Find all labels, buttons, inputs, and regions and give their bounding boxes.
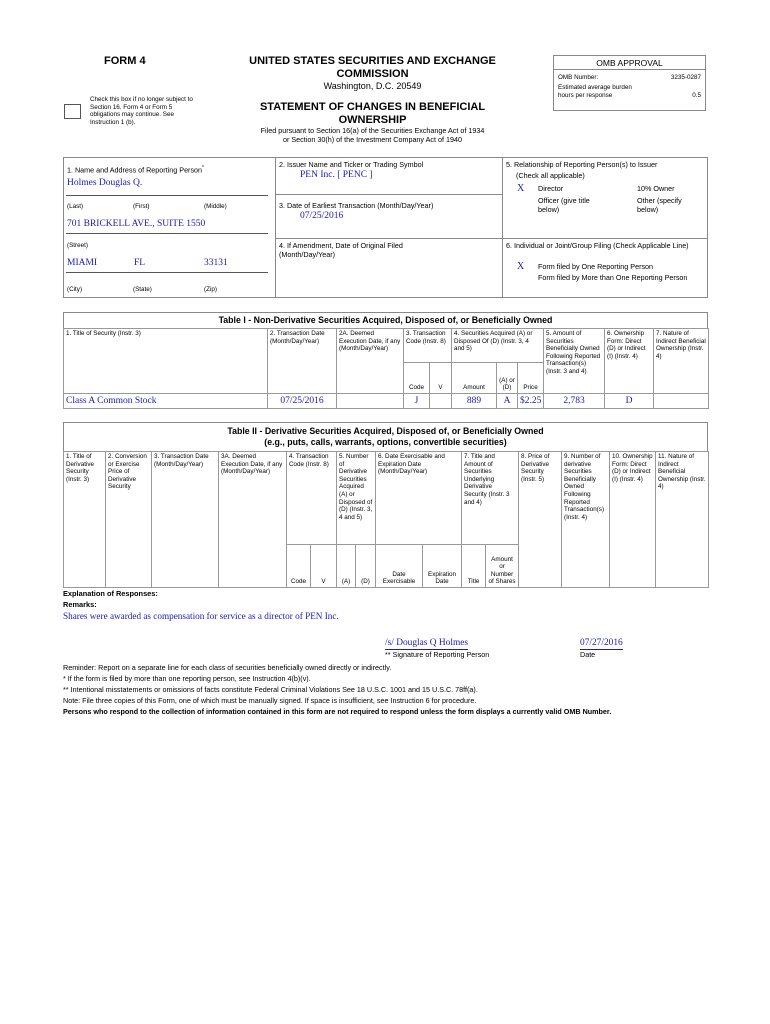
last-label: (Last) xyxy=(67,203,84,210)
signature-label: ** Signature of Reporting Person xyxy=(385,650,490,659)
agency-location: Washington, D.C. 20549 xyxy=(323,81,422,91)
zip-label: (Zip) xyxy=(204,286,217,293)
t1-nature xyxy=(654,394,709,409)
remarks-label: Remarks: xyxy=(63,600,97,609)
reporter-address: 701 BRICKELL AVE., SUITE 1550 xyxy=(67,219,206,229)
director-label: Director xyxy=(538,184,564,193)
statement-line-2: OWNERSHIP xyxy=(338,114,407,126)
table1-title: Table I - Non-Derivative Securities Acquired, Disposed of, or Beneficially Owned xyxy=(218,315,553,325)
t1-amount: 889 xyxy=(452,394,497,409)
t1-h3: 3. Transaction Code (Instr. 8) xyxy=(404,329,452,363)
city-label: (City) xyxy=(67,286,83,293)
statement-title xyxy=(220,101,525,127)
t1-deemed xyxy=(337,394,404,409)
omb-approval-box xyxy=(553,55,706,111)
table2-title-line-1: Table II - Derivative Securities Acquired, Disposed of, or Beneficially Owned xyxy=(227,426,544,436)
first-label: (First) xyxy=(133,203,150,210)
agency-line-2: COMMISSION xyxy=(336,68,409,80)
signature: /s/ Douglas Q Holmes xyxy=(385,638,469,648)
t2-h3a: 3A. Deemed Execution Date, if any (Month/Day/Year) xyxy=(219,452,287,588)
t2-h4: 4. Transaction Code (Instr. 8) xyxy=(287,452,337,545)
signature-date: 07/27/2016 xyxy=(580,638,623,648)
middle-label: (Middle) xyxy=(204,203,227,210)
issuer-label: 2. Issuer Name and Ticker or Trading Symbol xyxy=(279,160,424,169)
more-person-label: Form filed by More than One Reporting Person xyxy=(538,273,688,282)
relationship-label: 5. Relationship of Reporting Person(s) to Issuer xyxy=(506,160,658,169)
t2-sub-a: (A) xyxy=(337,545,356,588)
filed-line-2: or Section 30(h) of the Investment Company Act of 1940 xyxy=(283,134,462,144)
ten-percent-label: 10% Owner xyxy=(637,184,675,193)
t1-sub-code: Code xyxy=(404,363,430,394)
t1-date: 07/25/2016 xyxy=(268,394,337,409)
omb-burden-value: 0.5 xyxy=(692,92,701,99)
omb-number-value: 3235-0287 xyxy=(670,74,701,81)
t1-h6: 6. Ownership Form: Direct (D) or Indirect (I) (Instr. 4) xyxy=(605,329,654,394)
t1-v xyxy=(430,394,452,409)
reporter-name: Holmes Douglas Q. xyxy=(67,178,143,188)
reporter-name-label: 1. Name and Address of Reporting Person* xyxy=(67,165,204,175)
t2-sub-d: (D) xyxy=(356,545,376,588)
t1-sub-amount: Amount xyxy=(452,363,497,394)
agency-name xyxy=(220,55,525,81)
one-person-mark: X xyxy=(517,261,525,272)
earliest-date-value: 07/25/2016 xyxy=(300,211,344,221)
t2-h1: 1. Title of Derivative Security (Instr. 3) xyxy=(64,452,106,588)
t2-h9: 9. Number of derivative Securities Beneficially Owned Following Reported Transaction(s) (Instr. 4) xyxy=(562,452,610,588)
explanation-label: Explanation of Responses: xyxy=(63,589,158,598)
street-label: (Street) xyxy=(67,242,88,249)
reporter-city: MIAMI xyxy=(67,258,98,268)
statement-line-1: STATEMENT OF CHANGES IN BENEFICIAL xyxy=(259,101,486,113)
filed-pursuant xyxy=(220,127,525,145)
issuer-value: PEN Inc. [ PENC ] xyxy=(300,170,373,180)
t2-sub-code: Code xyxy=(287,545,311,588)
t1-h2: 2. Transaction Date (Month/Day/Year) xyxy=(268,329,337,394)
omb-burden-label: Estimated average burden hours per response xyxy=(558,84,632,99)
form-title: FORM 4 xyxy=(104,55,146,67)
t2-sub-v: V xyxy=(311,545,337,588)
section16-checkbox[interactable] xyxy=(64,104,81,119)
t1-sub-price: Price xyxy=(518,363,544,394)
note-omb-valid: Persons who respond to the collection of information contained in this form are not required to respond unless the form displays a currently valid OMB Number. xyxy=(63,707,612,716)
table-row xyxy=(64,394,709,409)
t1-owned: 2,783 xyxy=(544,394,605,409)
t1-code: J xyxy=(404,394,430,409)
officer-label: Officer (give title below) xyxy=(538,196,590,214)
t1-h4: 4. Securities Acquired (A) or Disposed Of (D) (Instr. 3, 4 and 5) xyxy=(452,329,544,363)
earliest-date-label: 3. Date of Earliest Transaction (Month/Day/Year) xyxy=(279,201,434,210)
t1-h2a: 2A. Deemed Execution Date, if any (Month/Day/Year) xyxy=(337,329,404,394)
t2-h6: 6. Date Exercisable and Expiration Date (Month/Day/Year) xyxy=(376,452,462,545)
table2 xyxy=(63,451,709,588)
t1-sub-ad: (A) or (D) xyxy=(497,363,518,394)
omb-number-label: OMB Number: xyxy=(558,74,599,81)
t2-sub-exercisable: Date Exercisable xyxy=(376,545,423,588)
table2-title xyxy=(64,423,707,448)
t2-h7: 7. Title and Amount of Securities Underlying Derivative Security (Instr. 3 and 4) xyxy=(462,452,519,545)
reporter-state: FL xyxy=(134,258,146,268)
note-misstatements: ** Intentional misstatements or omissions of facts constitute Federal Criminal Violations See 18 U.S.C. 1001 and 15 U.S.C. 78ff(a). xyxy=(63,685,478,694)
t1-h7: 7. Nature of Indirect Beneficial Ownership (Instr. 4) xyxy=(654,329,709,394)
state-label: (State) xyxy=(133,286,152,293)
amendment-label: 4. If Amendment, Date of Original Filed (Month/Day/Year) xyxy=(279,241,403,259)
t1-sub-v: V xyxy=(430,363,452,394)
note-copies: Note: File three copies of this Form, one of which must be manually signed. If space is insufficient, see Instruction 6 for procedure. xyxy=(63,696,477,705)
one-person-label: Form filed by One Reporting Person xyxy=(538,262,654,271)
t1-security: Class A Common Stock xyxy=(64,394,268,409)
omb-title: OMB APPROVAL xyxy=(596,58,663,68)
note-multiple-persons: * If the form is filed by more than one reporting person, see Instruction 4(b)(v). xyxy=(63,674,311,683)
t2-h2: 2. Conversion or Exercise Price of Derivative Security xyxy=(106,452,152,588)
reporter-zip: 33131 xyxy=(204,258,228,268)
t1-ad: A xyxy=(497,394,518,409)
t1-form: D xyxy=(605,394,654,409)
director-mark: X xyxy=(517,183,525,194)
t2-sub-title: Title xyxy=(462,545,486,588)
table2-title-line-2: (e.g., puts, calls, warrants, options, convertible securities) xyxy=(264,437,507,447)
t1-h1: 1. Title of Security (Instr. 3) xyxy=(64,329,268,394)
t1-price: $2.25 xyxy=(518,394,544,409)
table1-title-box xyxy=(63,312,708,329)
date-label: Date xyxy=(580,650,596,659)
note-reminder: Reminder: Report on a separate line for each class of securities beneficially owned directly or indirectly. xyxy=(63,663,392,672)
t2-h3: 3. Transaction Date (Month/Day/Year) xyxy=(152,452,219,588)
filed-line-1: Filed pursuant to Section 16(a) of the Securities Exchange Act of 1934 xyxy=(260,126,485,135)
t2-sub-amount: Amount or Number of Shares xyxy=(486,545,519,588)
table1 xyxy=(63,328,709,409)
table2-title-box xyxy=(63,422,708,452)
remarks-text: Shares were awarded as compensation for service as a director of PEN Inc. xyxy=(63,611,339,621)
group-filing-label: 6. Individual or Joint/Group Filing (Check Applicable Line) xyxy=(506,241,689,250)
t2-h10: 10. Ownership Form: Direct (D) or Indirect (I) (Instr. 4) xyxy=(610,452,656,588)
check-all-label: (Check all applicable) xyxy=(516,171,585,180)
t1-h5: 5. Amount of Securities Beneficially Owned Following Reported Transaction(s) (Instr. 3 and 4) xyxy=(544,329,605,394)
t2-h5: 5. Number of Derivative Securities Acquired (A) or Disposed of (D) (Instr. 3, 4 and 5) xyxy=(337,452,376,545)
t2-h11: 11. Nature of Indirect Beneficial Ownership (Instr. 4) xyxy=(656,452,709,588)
agency-line-1: UNITED STATES SECURITIES AND EXCHANGE xyxy=(249,55,496,67)
checkbox-note: Check this box if no longer subject to Section 16. Form 4 or Form 5 obligations may continue. See Instruction 1 (b). xyxy=(90,96,193,126)
other-label: Other (specify below) xyxy=(637,196,682,214)
t2-h8: 8. Price of Derivative Security (Instr. 5) xyxy=(519,452,562,588)
t2-sub-expiration: Expiration Date xyxy=(423,545,462,588)
